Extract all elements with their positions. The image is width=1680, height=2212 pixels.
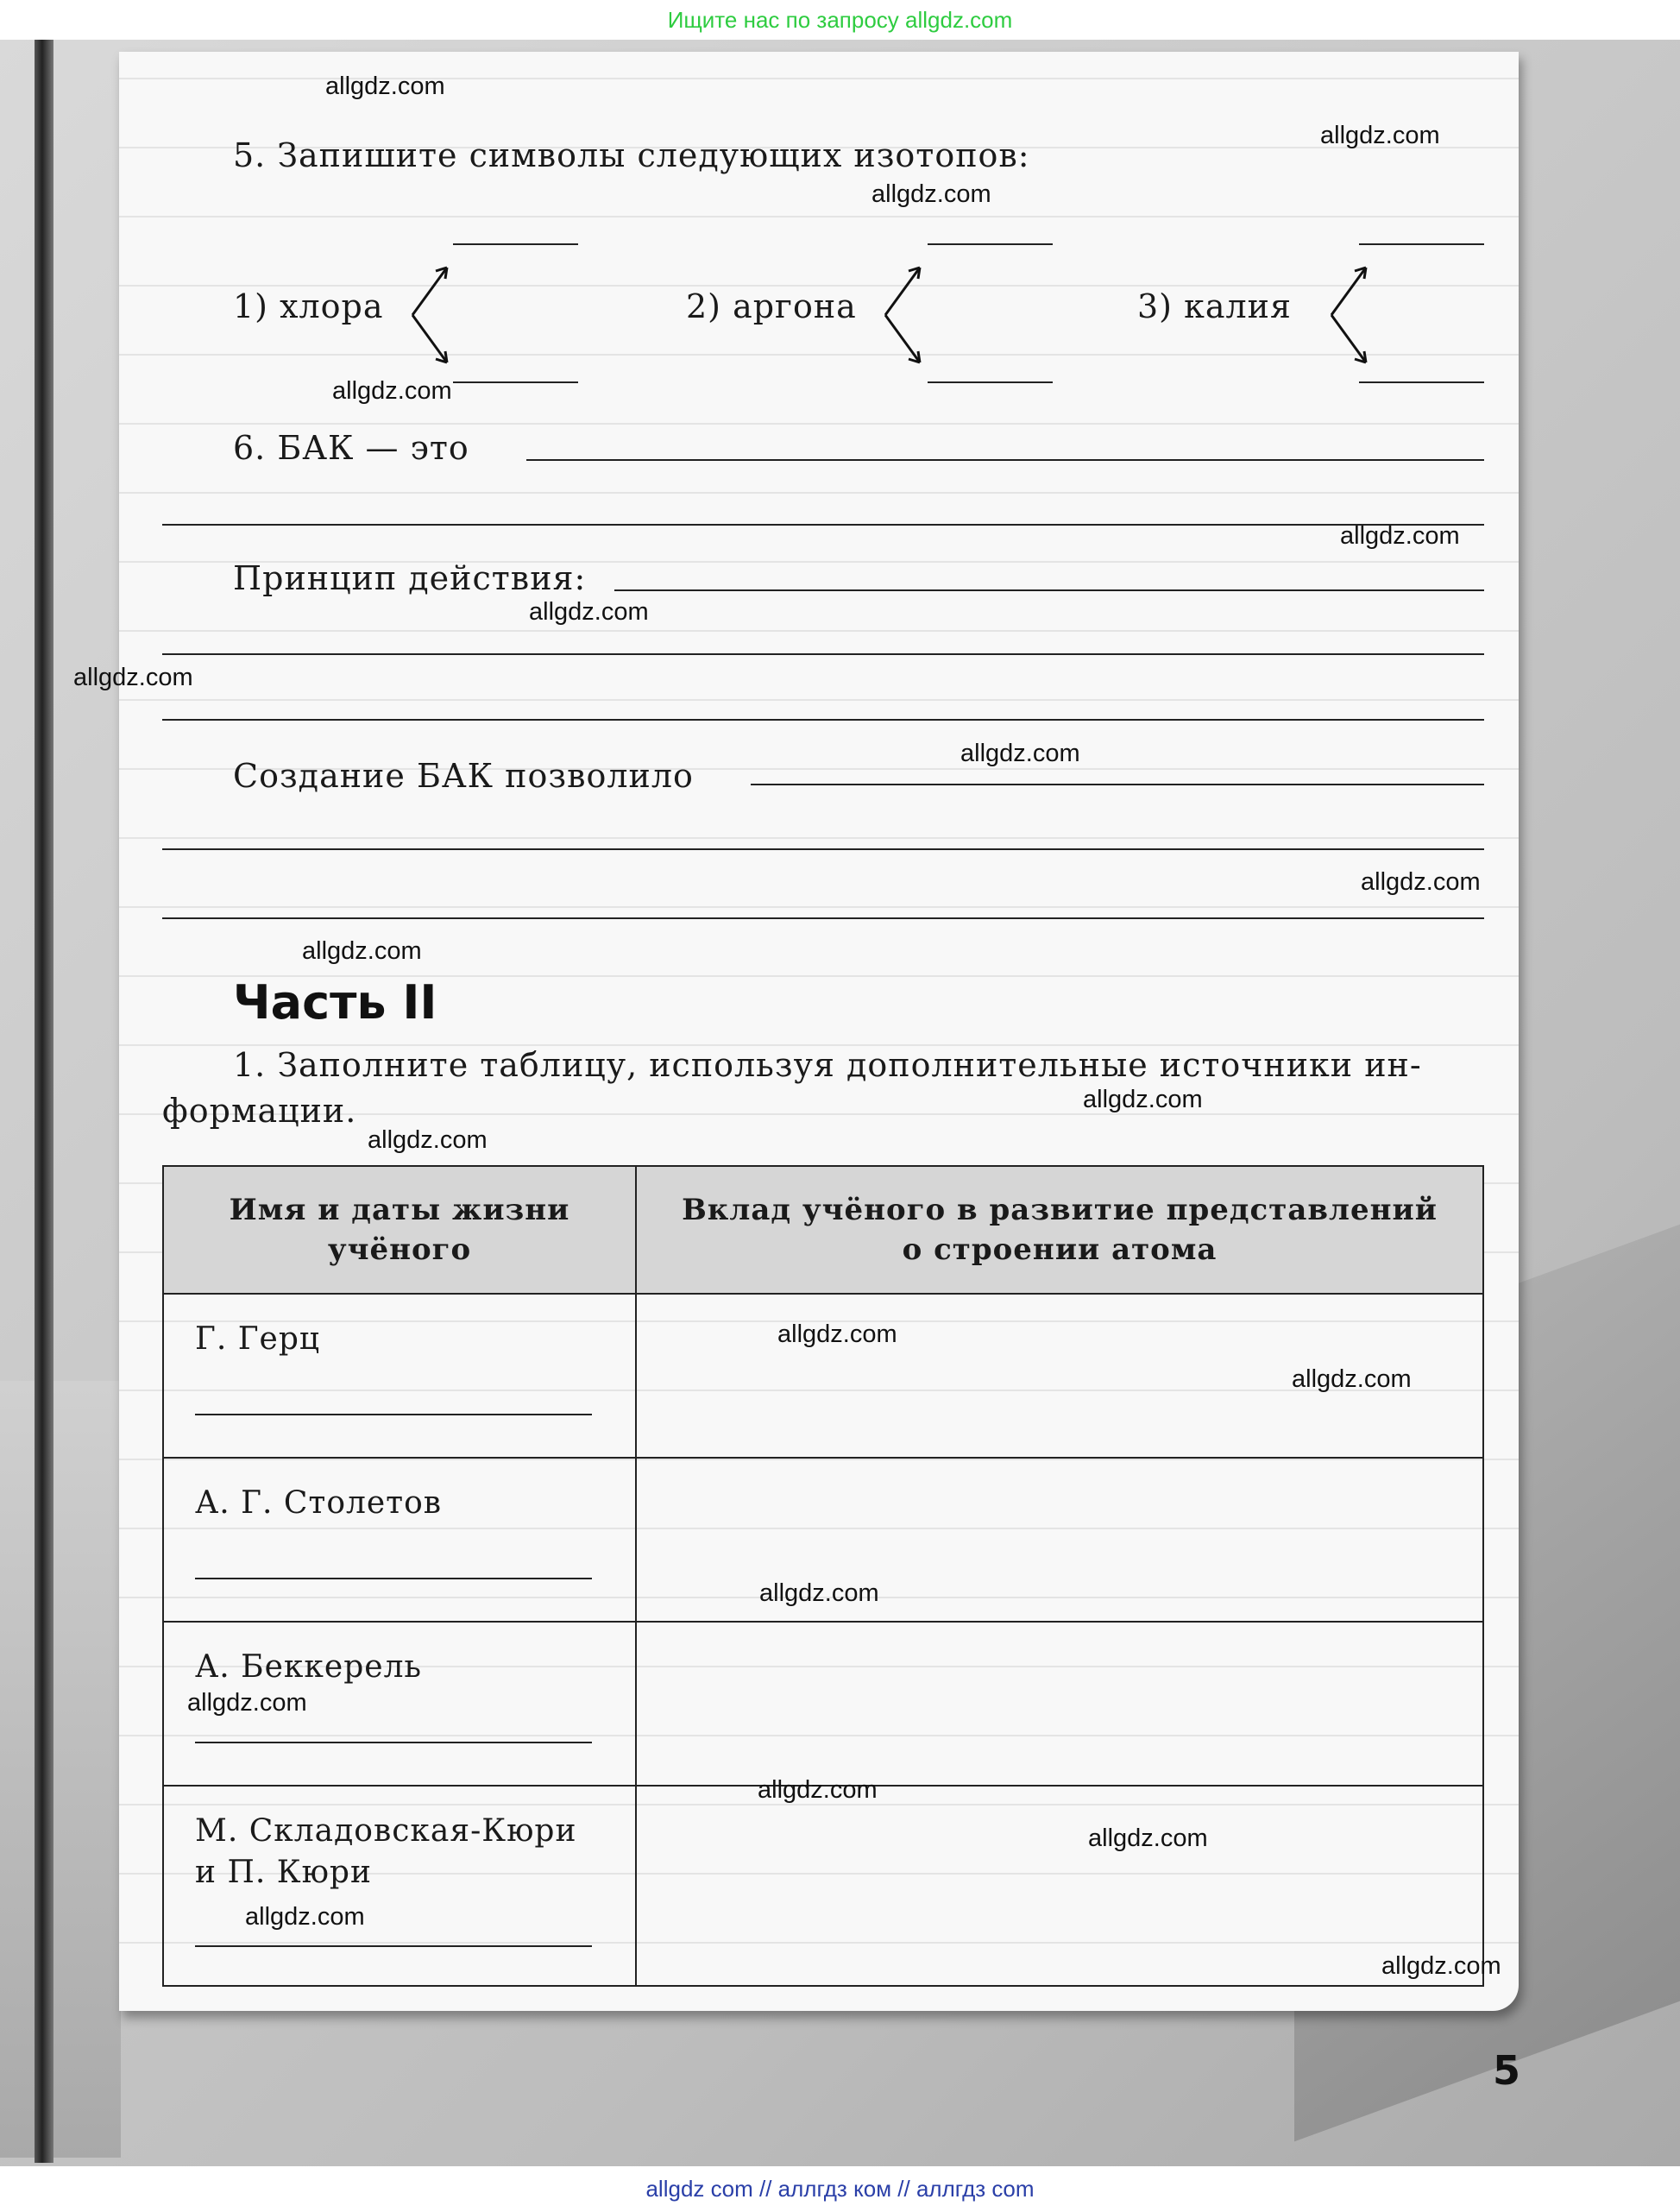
contribution-cell[interactable]	[636, 1622, 1483, 1786]
column-header-name-line2: учёного	[327, 1232, 472, 1267]
watermark: allgdz.com	[368, 1126, 488, 1154]
background-facet	[0, 1381, 121, 2158]
table-row	[163, 1294, 1483, 1458]
watermark: allgdz.com	[1340, 522, 1460, 550]
watermark: allgdz.com	[1320, 122, 1440, 149]
watermark: allgdz.com	[325, 72, 445, 100]
watermark: allgdz.com	[302, 937, 422, 965]
scientist-name: А. Г. Столетов	[195, 1485, 443, 1521]
split-arrow-icon	[1324, 259, 1376, 371]
watermark: allgdz.com	[1381, 1952, 1501, 1980]
scientist-name: А. Беккерель	[195, 1649, 423, 1685]
q5-item-argon: 2) аргона	[686, 287, 857, 325]
mass-number-line[interactable]	[1359, 243, 1484, 245]
column-header-name-line1: Имя и даты жизни	[229, 1193, 570, 1227]
watermark: allgdz.com	[759, 1579, 879, 1607]
top-banner[interactable]: Ищите нас по запросу allgdz.com	[667, 7, 1013, 33]
q5-title: 5. Запишите символы следующих изотопов:	[233, 136, 1030, 174]
watermark: allgdz.com	[1361, 868, 1481, 896]
table-row	[163, 1786, 1483, 1986]
answer-line[interactable]	[162, 917, 1484, 919]
task1-line2: формации.	[162, 1092, 357, 1130]
watermark: allgdz.com	[529, 598, 649, 626]
scientist-name: М. Складовская-Кюри	[195, 1813, 577, 1849]
watermark: allgdz.com	[871, 180, 991, 208]
q6-creation: Создание БАК позволило	[233, 757, 694, 795]
split-arrow-icon	[406, 259, 457, 371]
watermark: allgdz.com	[960, 740, 1080, 767]
answer-line[interactable]	[162, 524, 1484, 526]
watermark: allgdz.com	[1083, 1086, 1203, 1113]
page-number: 5	[1493, 2047, 1521, 2094]
dates-line[interactable]	[195, 1945, 592, 1947]
atomic-number-line[interactable]	[928, 381, 1053, 383]
answer-line[interactable]	[162, 848, 1484, 850]
atomic-number-line[interactable]	[1359, 381, 1484, 383]
contribution-cell[interactable]	[636, 1786, 1483, 1986]
watermark: allgdz.com	[1088, 1824, 1208, 1852]
answer-line[interactable]	[751, 784, 1484, 785]
column-header-contribution	[636, 1166, 1483, 1294]
scientist-cell	[163, 1786, 636, 1986]
q5-item-chlorine: 1) хлора	[233, 287, 384, 325]
atomic-number-line[interactable]	[453, 381, 578, 383]
column-header-contribution-line1: Вклад учёного в развитие представлений	[682, 1193, 1438, 1227]
scientist-cell	[163, 1458, 636, 1622]
split-arrow-icon	[878, 259, 930, 371]
q6-principle: Принцип действия:	[233, 559, 587, 597]
answer-line[interactable]	[614, 589, 1484, 591]
dates-line[interactable]	[195, 1742, 592, 1743]
book-spine	[35, 40, 53, 2163]
answer-line[interactable]	[162, 719, 1484, 721]
scientists-table	[162, 1165, 1484, 1987]
scientist-name: Г. Герц	[195, 1321, 321, 1357]
table-row	[163, 1622, 1483, 1786]
q5-item-potassium: 3) калия	[1137, 287, 1292, 325]
watermark: allgdz.com	[332, 377, 452, 405]
answer-line[interactable]	[526, 459, 1484, 461]
q6-lhc-is: 6. БАК — это	[233, 429, 469, 467]
column-header-name	[163, 1166, 636, 1294]
watermark: allgdz.com	[1292, 1365, 1412, 1393]
answer-line[interactable]	[162, 653, 1484, 655]
scientist-cell	[163, 1294, 636, 1458]
part-heading: Часть II	[233, 975, 437, 1030]
watermark: allgdz.com	[777, 1320, 897, 1348]
watermark: allgdz.com	[245, 1903, 365, 1931]
watermark: allgdz.com	[73, 664, 193, 691]
watermark: allgdz.com	[758, 1776, 878, 1804]
dates-line[interactable]	[195, 1578, 592, 1579]
bottom-banner[interactable]: allgdz com // аллгдз ком // аллгдз com	[645, 2176, 1035, 2202]
watermark: allgdz.com	[187, 1689, 307, 1717]
task1-line1: 1. Заполните таблицу, используя дополнительные источники ин-	[233, 1046, 1422, 1084]
table-header-row	[163, 1166, 1483, 1294]
mass-number-line[interactable]	[928, 243, 1053, 245]
column-header-contribution-line2: о строении атома	[902, 1232, 1218, 1267]
mass-number-line[interactable]	[453, 243, 578, 245]
dates-line[interactable]	[195, 1414, 592, 1415]
scientist-name-cont: и П. Кюри	[195, 1855, 372, 1890]
